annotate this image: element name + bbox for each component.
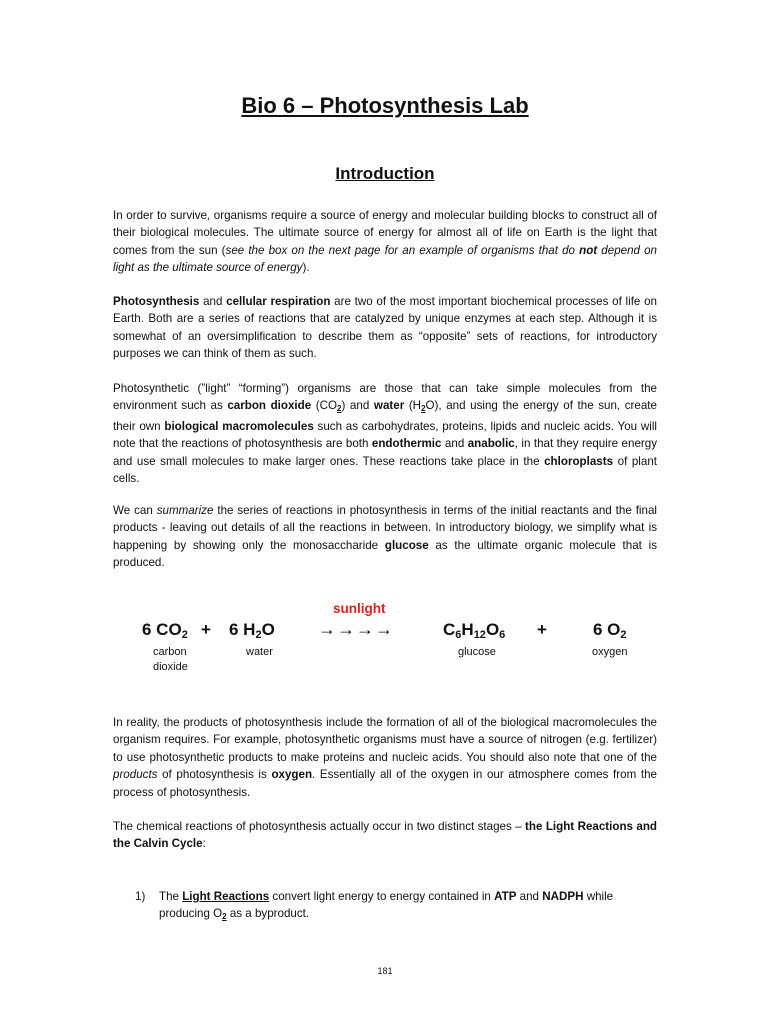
text-run: endothermic <box>371 437 442 451</box>
text-run: ). <box>302 261 310 275</box>
reaction-arrows: →→→→ <box>318 619 394 639</box>
text-run: The <box>159 890 183 903</box>
label-glucose: glucose <box>458 646 496 658</box>
plus-sign-1: + <box>201 620 211 639</box>
list-number: 1) <box>135 890 146 903</box>
text-run: as the ultimate organic molecule that is produced. <box>113 538 657 570</box>
list-item-light-reactions <box>135 888 657 926</box>
text-run: Photosynthetic (”light” “forming”) organisms are those that can take simple molecules from the environment such as <box>113 382 657 413</box>
text-run: ATP <box>494 890 517 903</box>
text-run: and <box>516 890 543 903</box>
label-carbon-dioxide: carbon dioxide <box>153 646 188 673</box>
text-run: such as carbohydrates, proteins, lipids and nucleic acids. You will note that the reactions of photosynthesis are both <box>113 419 657 451</box>
section-heading-introduction: Introduction <box>335 164 435 183</box>
text-run: products <box>113 768 158 782</box>
paragraph-products <box>113 714 657 801</box>
text-run: anabolic <box>467 437 515 451</box>
paragraph-photosynthesis-respiration <box>113 293 657 363</box>
paragraph-two-stages <box>113 818 657 853</box>
text-run: are two of the most important biochemical processes of life on Earth. Both are a series of reactions that are catalyzed by unique enzymes at each step. Although it is somewhat of an oversimplification to describe them as “opposite” sets of reactions, for introductory purposes we can think of them as such. <box>113 295 657 361</box>
text-run: while producing O <box>159 890 614 921</box>
text-run: 2 <box>421 404 426 414</box>
text-run: chloroplasts <box>544 454 614 468</box>
text-run: , in that they require energy and use small molecules to make larger ones. These reactions take place in the <box>113 437 657 468</box>
text-run: Photosynthesis <box>113 295 200 308</box>
text-run: (H <box>404 399 422 413</box>
text-run: . Essentially all of the oxygen in our atmosphere comes from the process of photosynthesis. <box>113 768 657 799</box>
paragraph-summary <box>113 502 657 572</box>
text-run: NADPH <box>542 890 584 903</box>
text-run: In order to survive, organisms require a source of energy and molecular building blocks to construct all of their biological molecules. The ultimate source of energy for almost all of life on Earth is the light that comes from the sun ( <box>113 209 657 257</box>
label-oxygen: oxygen <box>592 646 628 658</box>
text-run: and <box>199 295 227 308</box>
text-run: of photosynthesis is <box>157 768 272 782</box>
text-run: We can <box>113 504 157 517</box>
text-run: the Light Reactions and the Calvin Cycle <box>113 820 657 851</box>
paragraph-photosynthetic-organisms <box>113 380 657 487</box>
text-run: O), and using the energy of the sun, create their own <box>113 399 657 433</box>
text-run: 2 <box>337 404 342 414</box>
formula-o2: 6 $O_2$ <box>593 620 627 641</box>
sunlight-label: sunlight <box>333 601 386 616</box>
formula-co2: 6 $CO_2$ <box>142 620 188 641</box>
formula-glucose: $C_6H_{12}O_6$ <box>443 620 506 641</box>
text-run: carbon dioxide <box>227 399 312 413</box>
text-run: ) and <box>341 399 374 413</box>
text-run: depend on light as the ultimate source of energy <box>113 243 658 275</box>
page-number: 181 <box>377 966 393 976</box>
text-run: oxygen <box>271 768 313 782</box>
plus-sign-2: + <box>537 620 547 639</box>
formula-h2o: 6 $H_2O$ <box>229 620 275 641</box>
text-run: In reality, the products of photosynthesis include the formation of all of the biological macromolecules the organism requires. For example, photosynthetic organisms must have a source of nitrogen (e.g. fertilizer) to use photosynthetic products to make proteins and nucleic acids. You should also note that one of the <box>113 716 657 764</box>
text-run: Light Reactions <box>182 890 270 903</box>
text-run: The chemical reactions of photosynthesis actually occur in two distinct stages – <box>113 820 526 833</box>
text-run: 2 <box>222 912 227 922</box>
text-run: cellular respiration <box>226 295 331 308</box>
text-run: see the box on the next page for an example of organisms that do <box>225 243 580 257</box>
label-water: water <box>246 646 273 658</box>
text-run: summarize <box>156 504 214 517</box>
list-item-text <box>159 888 657 926</box>
text-run: convert light energy to energy contained in <box>269 890 495 903</box>
text-run: water <box>373 399 405 413</box>
page-title: Bio 6 – Photosynthesis Lab <box>241 93 529 118</box>
text-run: the series of reactions in photosynthesis in terms of the initial reactants and the final products - leaving out details of all the reactions in between. In introductory biology, we simplify what is happening by showing only the monosaccharide <box>113 504 657 552</box>
text-run: (CO <box>311 399 338 413</box>
paragraph-energy-source <box>113 207 657 277</box>
text-run: and <box>441 437 468 451</box>
text-run: of plant cells. <box>113 454 657 486</box>
text-run: as a byproduct. <box>226 907 310 921</box>
text-run: biological macromolecules <box>164 419 314 433</box>
text-run: glucose <box>384 538 429 552</box>
text-run: : <box>202 837 206 851</box>
text-run: not <box>579 243 598 257</box>
